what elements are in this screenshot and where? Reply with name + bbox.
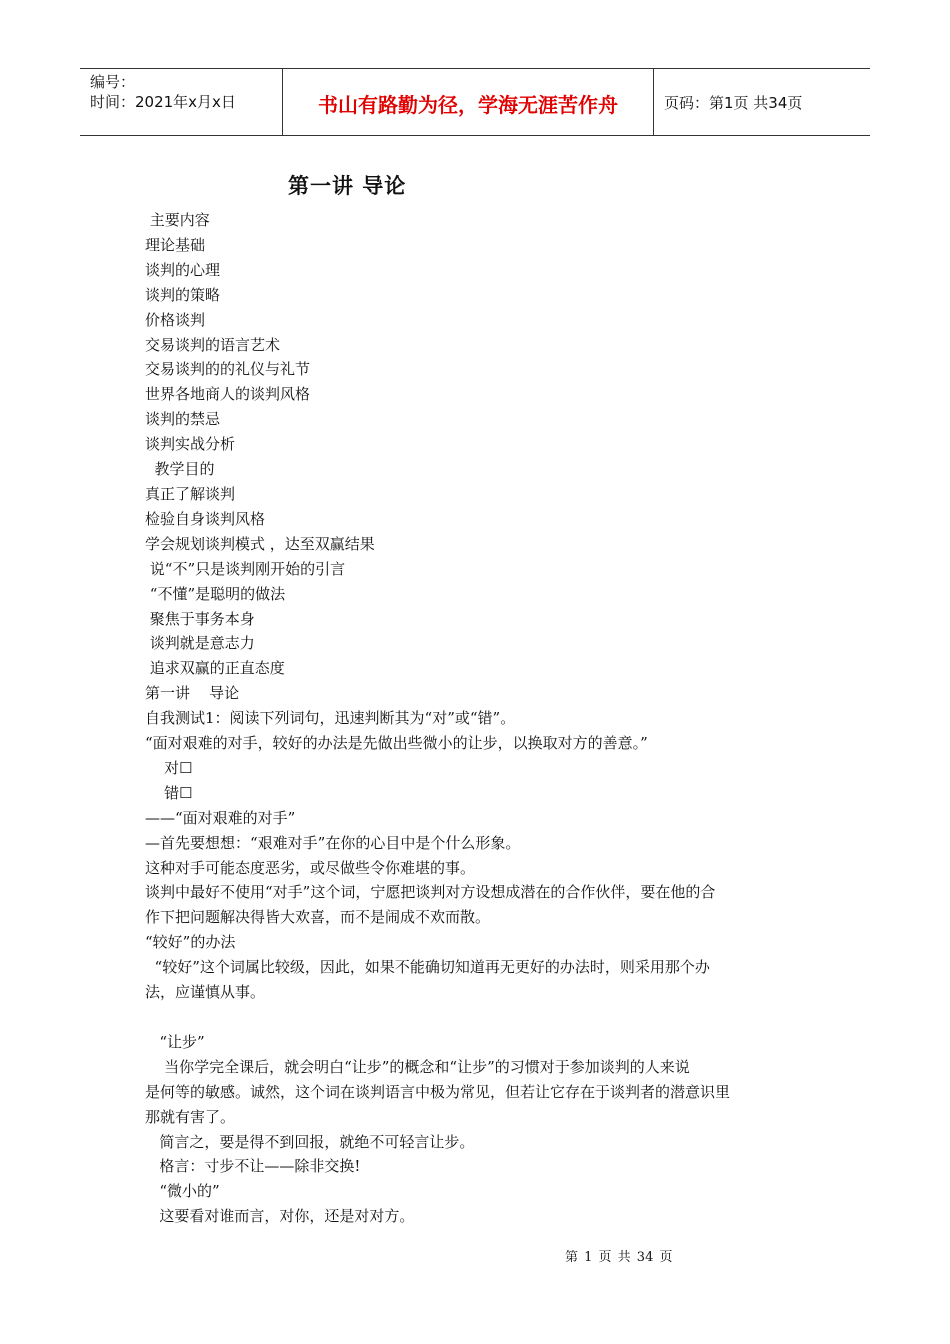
header-meta: [80, 69, 282, 135]
text-line: 检验自身谈判风格: [145, 509, 266, 528]
text-line: 谈判的禁忌: [145, 410, 221, 429]
text-line: 说“不”只是谈判刚开始的引言: [145, 559, 346, 578]
text-line: 谈判就是意志力: [145, 634, 255, 653]
text-line: 谈判实战分析: [145, 435, 236, 454]
text-line: 交易谈判的的礼仪与礼节: [145, 360, 311, 379]
date-label: 时间：2021年x月x日: [90, 93, 236, 111]
text-line: ——“面对艰难的对手”: [145, 808, 296, 827]
text-line: 法，应谨慎从事。: [145, 983, 266, 1002]
document-body: [145, 208, 815, 1229]
text-line: 错☐: [145, 783, 193, 802]
page-footer: 第 1 页 共 34 页: [565, 1250, 673, 1265]
text-line: “微小的”: [145, 1182, 220, 1201]
text-line: 学会规划谈判模式 ，达至双赢结果: [145, 534, 375, 553]
text-line: 这要看对谁而言，对你，还是对对方。: [145, 1207, 415, 1226]
text-line: “较好”这个词属比较级，因此，如果不能确切知道再无更好的办法时，则采用那个办: [145, 958, 710, 977]
text-line: 对☐: [145, 758, 193, 777]
text-line: [145, 1005, 815, 1030]
text-line: 是何等的敏感。诚然，这个词在谈判语言中极为常见，但若让它存在于谈判者的潜意识里: [145, 1082, 731, 1101]
text-line: 真正了解谈判: [145, 484, 236, 503]
text-line: 第一讲 导论: [145, 684, 240, 703]
text-line: 谈判中最好不使用“对手”这个词，宁愿把谈判对方设想成潜在的合作伙伴，要在他的合: [145, 883, 716, 902]
text-line: 当你学完全课后，就会明白“让步”的概念和“让步”的习惯对于参加谈判的人来说: [145, 1057, 690, 1076]
text-line: 聚焦于事务本身: [145, 609, 255, 628]
header-page-info: 页码：第1页 共34页: [664, 93, 803, 112]
text-line: “较好”的办法: [145, 933, 236, 952]
page-title: 第一讲 导论: [288, 174, 407, 198]
text-line: 理论基础: [145, 235, 206, 254]
text-line: “不懂”是聪明的做法: [145, 584, 286, 603]
text-line: 世界各地商人的谈判风格: [145, 385, 311, 404]
text-line: “面对艰难的对手，较好的办法是先做出些微小的让步，以换取对方的善意。”: [145, 734, 648, 753]
text-line: 作下把问题解决得皆大欢喜，而不是闹成不欢而散。: [145, 908, 491, 927]
text-line: 格言：寸步不让——除非交换!: [145, 1157, 361, 1176]
text-line: 这种对手可能态度恶劣，或尽做些令你难堪的事。: [145, 858, 476, 877]
text-line: 自我测试1：阅读下列词句，迅速判断其为“对”或“错”。: [145, 709, 516, 728]
text-line: “让步”: [145, 1032, 205, 1051]
header-motto: 书山有路勤为径，学海无涯苦作舟: [282, 69, 654, 135]
text-line: 主要内容: [145, 211, 210, 229]
text-line: 追求双赢的正直态度: [145, 659, 285, 678]
text-line: 那就有害了。: [145, 1107, 236, 1126]
text-line: 谈判的策略: [145, 285, 221, 304]
text-line: —首先要想想：“艰难对手”在你的心目中是个什么形象。: [145, 833, 521, 852]
text-line: 价格谈判: [145, 310, 206, 329]
text-line: 简言之，要是得不到回报，就绝不可轻言让步。: [145, 1132, 475, 1151]
code-label: 编号：: [90, 73, 136, 91]
text-line: 教学目的: [145, 460, 215, 479]
text-line: 谈判的心理: [145, 260, 221, 279]
page-header: [80, 68, 870, 136]
text-line: 交易谈判的语言艺术: [145, 335, 281, 354]
